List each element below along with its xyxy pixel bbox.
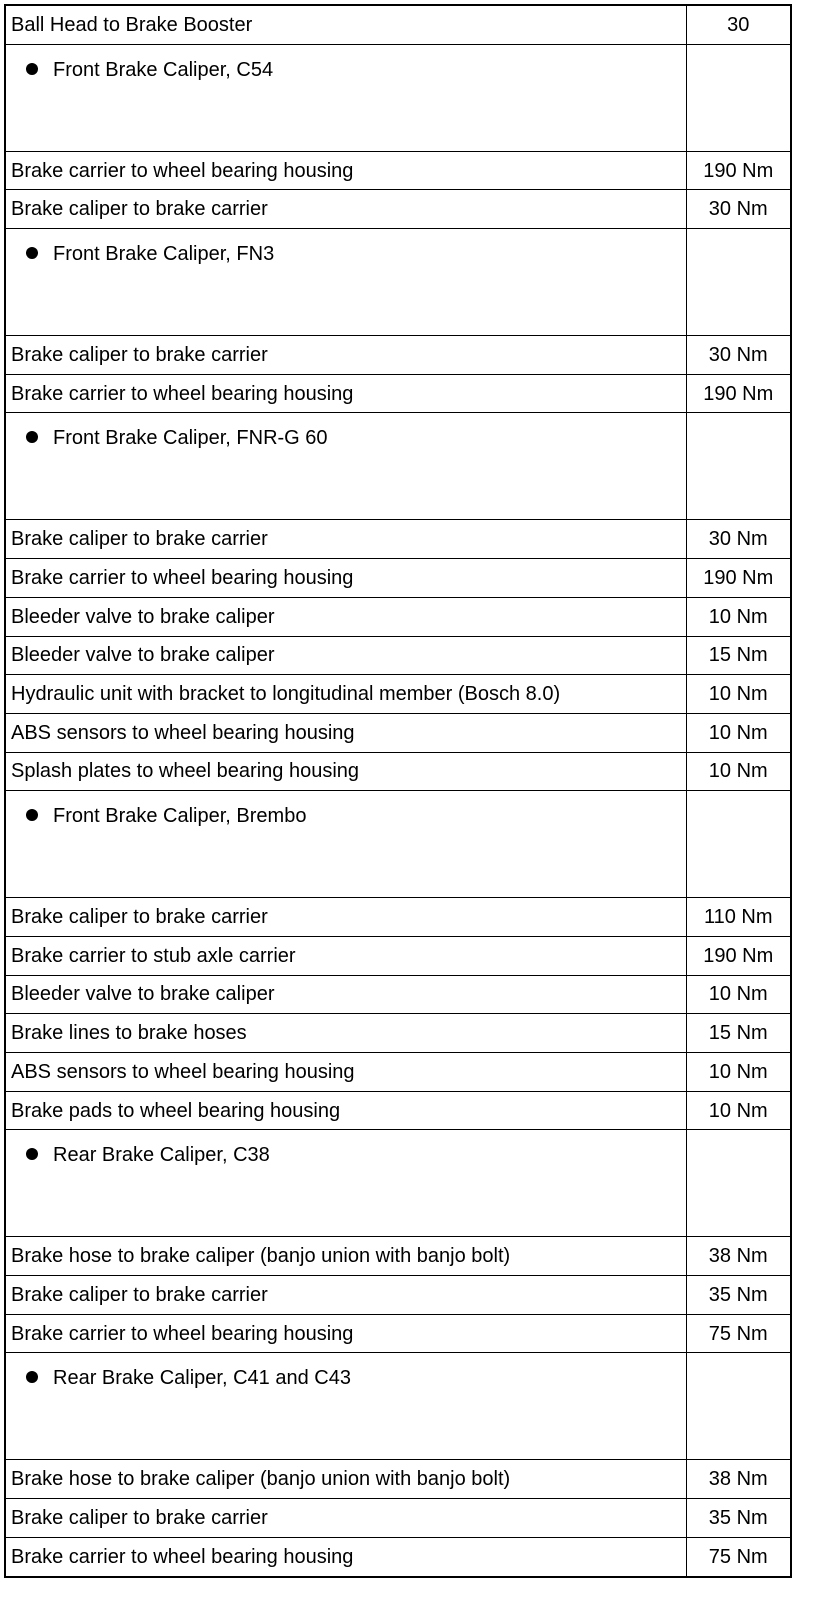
torque-value-cell	[686, 1276, 791, 1315]
table-row	[5, 1314, 791, 1353]
section-header-row	[5, 791, 791, 898]
section-header-row	[5, 229, 791, 336]
section-header-row	[5, 1353, 791, 1460]
section-title: Front Brake Caliper, FN3	[53, 243, 275, 266]
torque-value-cell	[686, 713, 791, 752]
torque-value-cell	[686, 1014, 791, 1053]
torque-value: 10 Nm	[708, 683, 768, 706]
description-text: Brake caliper to brake carrier	[11, 343, 268, 366]
description-cell	[5, 636, 686, 675]
torque-value-cell	[686, 1460, 791, 1499]
section-header-row	[5, 44, 791, 151]
table-row	[5, 1091, 791, 1130]
bullet-icon	[26, 1371, 38, 1383]
torque-value: 10 Nm	[708, 605, 768, 628]
torque-value-cell	[686, 975, 791, 1014]
table-row	[5, 1053, 791, 1092]
torque-value: 75 Nm	[708, 1322, 768, 1345]
torque-value: 10 Nm	[708, 1099, 768, 1122]
section-title-cell	[5, 413, 686, 520]
description-cell	[5, 898, 686, 937]
torque-value-cell	[686, 1130, 791, 1237]
torque-value-cell	[686, 374, 791, 413]
description-cell	[5, 1014, 686, 1053]
section-title-cell	[5, 44, 686, 151]
description-cell	[5, 1091, 686, 1130]
description-cell	[5, 1237, 686, 1276]
section-title-cell	[5, 229, 686, 336]
torque-value: 10 Nm	[708, 1060, 768, 1083]
description-text: Brake caliper to brake carrier	[11, 906, 268, 929]
table-row	[5, 752, 791, 791]
table-row	[5, 1460, 791, 1499]
torque-value-cell	[686, 1499, 791, 1538]
section-title: Rear Brake Caliper, C38	[53, 1144, 270, 1167]
description-cell	[5, 5, 686, 44]
table-row	[5, 1014, 791, 1053]
description-text: Brake caliper to brake carrier	[11, 1506, 268, 1529]
bullet-icon	[26, 63, 38, 75]
torque-value-cell	[686, 752, 791, 791]
description-cell	[5, 336, 686, 375]
description-text: Brake hose to brake caliper (banjo union with banjo bolt)	[11, 1468, 511, 1491]
description-text: Brake pads to wheel bearing housing	[11, 1099, 341, 1122]
description-text: Brake carrier to wheel bearing housing	[11, 1322, 354, 1345]
torque-value-cell	[686, 229, 791, 336]
torque-value: 30	[727, 13, 750, 36]
table-body	[5, 5, 791, 1577]
torque-value-cell	[686, 559, 791, 598]
torque-value-cell	[686, 936, 791, 975]
torque-value: 10 Nm	[708, 721, 768, 744]
description-text: Brake hose to brake caliper (banjo union with banjo bolt)	[11, 1245, 511, 1268]
torque-value: 38 Nm	[708, 1468, 768, 1491]
section-title-cell	[5, 1353, 686, 1460]
torque-value-cell	[686, 636, 791, 675]
table-row	[5, 336, 791, 375]
table-row	[5, 559, 791, 598]
torque-spec-table	[4, 4, 792, 1578]
section-title-cell	[5, 1130, 686, 1237]
table-row	[5, 936, 791, 975]
bullet-icon	[26, 431, 38, 443]
torque-value: 110 Nm	[703, 906, 773, 929]
description-text: Ball Head to Brake Booster	[11, 13, 253, 36]
description-text: Brake carrier to wheel bearing housing	[11, 159, 354, 182]
torque-value-cell	[686, 151, 791, 190]
description-cell	[5, 1460, 686, 1499]
description-text: Brake carrier to wheel bearing housing	[11, 1545, 354, 1568]
table-row	[5, 1237, 791, 1276]
table-row	[5, 713, 791, 752]
description-cell	[5, 975, 686, 1014]
torque-value-cell	[686, 1314, 791, 1353]
torque-value-cell	[686, 1091, 791, 1130]
table-row	[5, 675, 791, 714]
torque-value-cell	[686, 5, 791, 44]
torque-value: 35 Nm	[708, 1283, 768, 1306]
torque-value-cell	[686, 336, 791, 375]
section-title: Front Brake Caliper, C54	[53, 58, 274, 81]
table-row	[5, 151, 791, 190]
torque-value: 190 Nm	[703, 382, 774, 405]
bullet-icon	[26, 247, 38, 259]
torque-value-cell	[686, 1053, 791, 1092]
description-cell	[5, 752, 686, 791]
description-text: Brake caliper to brake carrier	[11, 1283, 268, 1306]
description-text: Brake carrier to stub axle carrier	[11, 944, 296, 967]
description-cell	[5, 559, 686, 598]
torque-value: 75 Nm	[708, 1545, 768, 1568]
bullet-icon	[26, 809, 38, 821]
table-row	[5, 1537, 791, 1576]
description-cell	[5, 1053, 686, 1092]
torque-value-cell	[686, 898, 791, 937]
torque-value: 30 Nm	[708, 528, 768, 551]
torque-value: 10 Nm	[708, 983, 768, 1006]
table-row	[5, 597, 791, 636]
torque-value-cell	[686, 675, 791, 714]
description-text: Brake carrier to wheel bearing housing	[11, 566, 354, 589]
description-cell	[5, 1314, 686, 1353]
torque-value: 15 Nm	[708, 644, 768, 667]
section-header-row	[5, 413, 791, 520]
torque-value: 190 Nm	[703, 159, 774, 182]
description-cell	[5, 520, 686, 559]
description-cell	[5, 675, 686, 714]
bullet-icon	[26, 1148, 38, 1160]
table-row	[5, 374, 791, 413]
torque-value-cell	[686, 520, 791, 559]
torque-value-cell	[686, 791, 791, 898]
description-cell	[5, 713, 686, 752]
table-row	[5, 190, 791, 229]
torque-value-cell	[686, 44, 791, 151]
section-title: Front Brake Caliper, FNR-G 60	[53, 427, 328, 450]
torque-value-cell	[686, 413, 791, 520]
description-text: Brake caliper to brake carrier	[11, 528, 268, 551]
description-cell	[5, 1499, 686, 1538]
description-cell	[5, 374, 686, 413]
section-title: Front Brake Caliper, Brembo	[53, 805, 307, 828]
table-row	[5, 898, 791, 937]
section-title: Rear Brake Caliper, C41 and C43	[53, 1367, 351, 1390]
section-header-row	[5, 1130, 791, 1237]
table-row	[5, 636, 791, 675]
description-cell	[5, 1276, 686, 1315]
torque-value: 190 Nm	[703, 944, 774, 967]
torque-value: 35 Nm	[708, 1506, 768, 1529]
section-title-cell	[5, 791, 686, 898]
torque-value: 30 Nm	[708, 343, 768, 366]
description-text: Brake lines to brake hoses	[11, 1022, 247, 1045]
table-row	[5, 5, 791, 44]
description-text: ABS sensors to wheel bearing housing	[11, 721, 355, 744]
table-row	[5, 975, 791, 1014]
description-cell	[5, 190, 686, 229]
torque-value-cell	[686, 190, 791, 229]
description-text: ABS sensors to wheel bearing housing	[11, 1060, 355, 1083]
torque-value: 10 Nm	[708, 760, 768, 783]
description-text: Bleeder valve to brake caliper	[11, 644, 275, 667]
torque-value-cell	[686, 1237, 791, 1276]
description-cell	[5, 151, 686, 190]
description-text: Splash plates to wheel bearing housing	[11, 760, 360, 783]
description-text: Brake carrier to wheel bearing housing	[11, 382, 354, 405]
description-text: Bleeder valve to brake caliper	[11, 605, 275, 628]
torque-value: 15 Nm	[708, 1022, 768, 1045]
torque-value-cell	[686, 597, 791, 636]
torque-value: 38 Nm	[708, 1245, 768, 1268]
torque-value: 30 Nm	[708, 198, 768, 221]
description-cell	[5, 597, 686, 636]
description-cell	[5, 936, 686, 975]
description-text: Brake caliper to brake carrier	[11, 198, 268, 221]
table-row	[5, 1276, 791, 1315]
table-row	[5, 520, 791, 559]
description-text: Hydraulic unit with bracket to longitudinal member (Bosch 8.0)	[11, 683, 561, 706]
table-row	[5, 1499, 791, 1538]
description-cell	[5, 1537, 686, 1576]
description-text: Bleeder valve to brake caliper	[11, 983, 275, 1006]
torque-value: 190 Nm	[703, 566, 774, 589]
torque-value-cell	[686, 1353, 791, 1460]
torque-value-cell	[686, 1537, 791, 1576]
